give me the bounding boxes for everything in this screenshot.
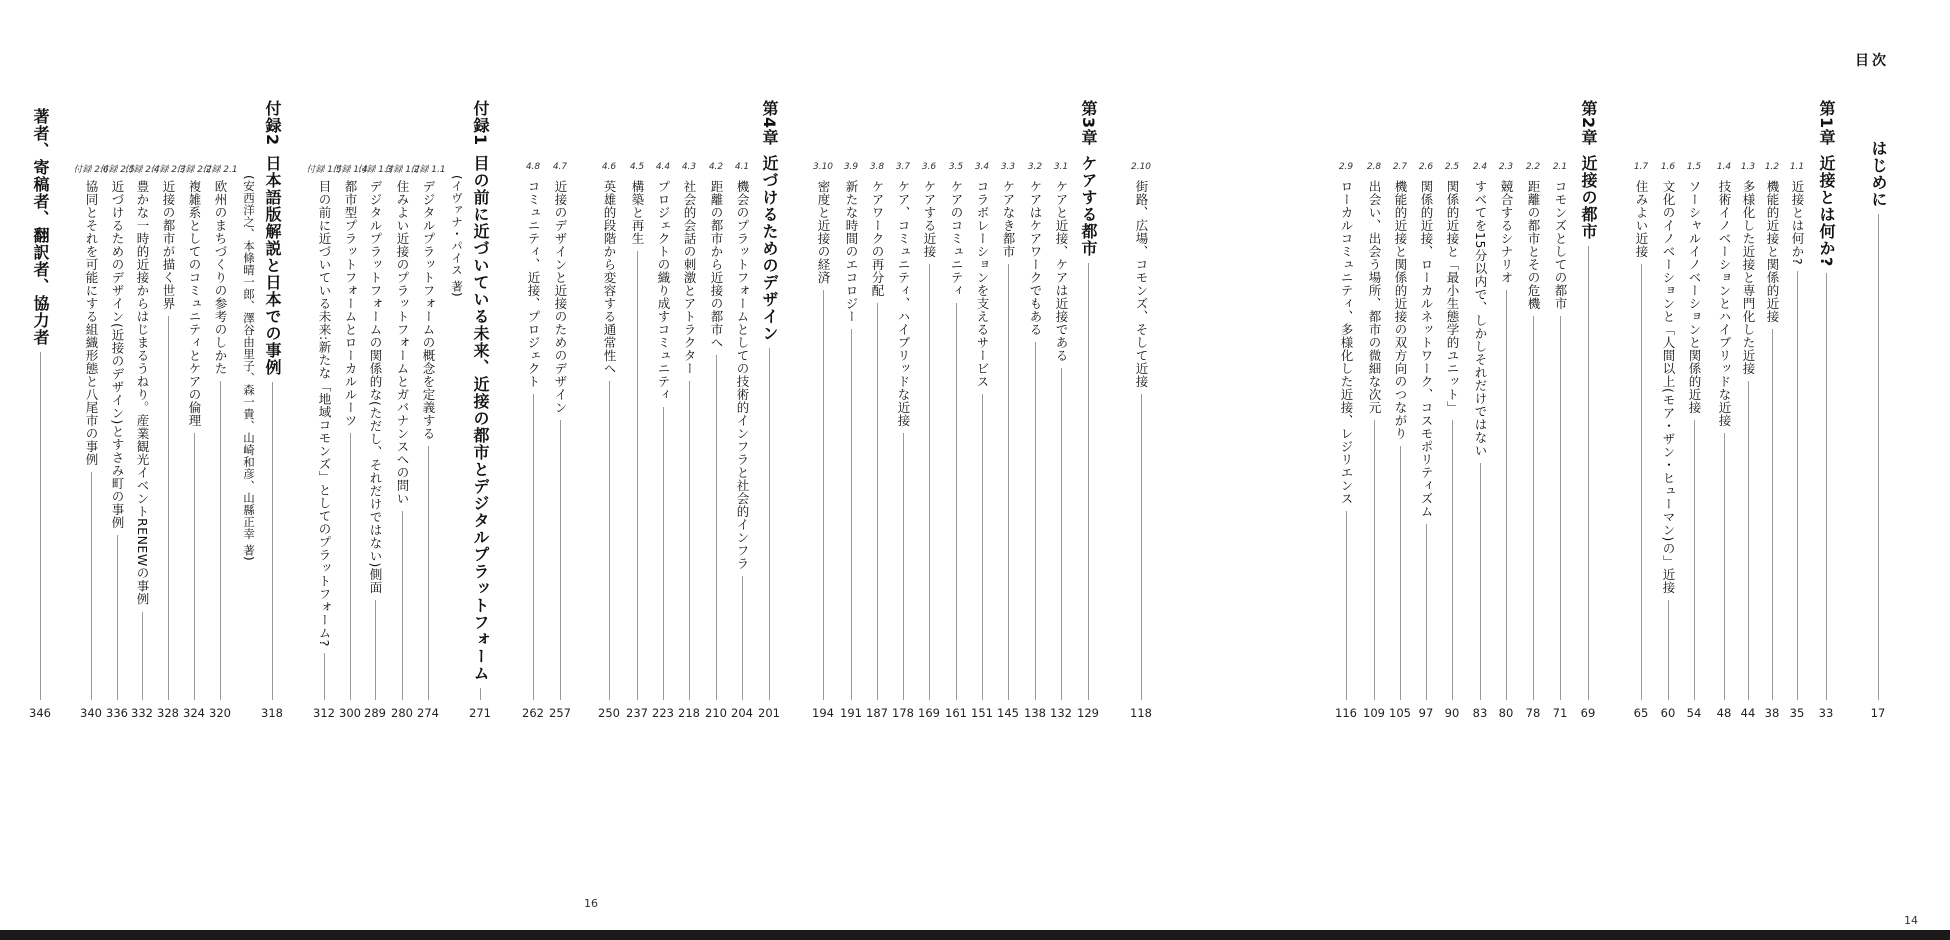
- leader-line: [1560, 316, 1561, 700]
- page-number-left: 16: [584, 897, 598, 910]
- leader-line: [769, 348, 770, 700]
- section-number: 2.2: [1525, 162, 1541, 172]
- page-ref: 223: [652, 706, 674, 720]
- leader-line: [194, 433, 195, 700]
- leader-line: [533, 394, 534, 700]
- page-ref: 116: [1335, 706, 1357, 720]
- page-ref: 71: [1552, 706, 1568, 720]
- section-number: 1.7: [1633, 162, 1649, 172]
- section-number: 1.1: [1789, 162, 1805, 172]
- chapter-number: 付録2: [263, 100, 282, 147]
- leader-line: [956, 303, 957, 700]
- page-ref: 105: [1389, 706, 1411, 720]
- page-ref: 35: [1789, 706, 1805, 720]
- page-ref: 187: [866, 706, 888, 720]
- leader-line: [1346, 511, 1347, 700]
- leader-line: [1035, 342, 1036, 700]
- section-number: 付録 1.4: [332, 165, 368, 175]
- section-number: 2.1: [1552, 162, 1568, 172]
- section-title: ケアと近接、ケアは近接である: [1054, 180, 1069, 362]
- page-number-right: 14: [1904, 914, 1918, 927]
- section-title: ケアのコミュニティ: [949, 180, 964, 297]
- section-title: 関係的近接、ローカルネットワーク、コスモポリティズム: [1419, 180, 1434, 518]
- toc-heading: 目次: [1855, 53, 1889, 69]
- section-title: コミュニティ、近接、プロジェクト: [526, 180, 541, 388]
- section-number: 付録 1.1: [410, 165, 446, 175]
- page-ref: 38: [1764, 706, 1780, 720]
- section-title: 目の前に近づいている未来:新たな「地域コモンズ」としてのプラットフォーム?: [317, 180, 332, 647]
- page-ref: 65: [1633, 706, 1649, 720]
- leader-line: [929, 264, 930, 700]
- page-ref: 204: [731, 706, 753, 720]
- page-ref: 78: [1525, 706, 1541, 720]
- section-title: ローカルコミュニティ、多様化した近接、レジリエンス: [1339, 180, 1354, 505]
- section-number: 2.9: [1338, 162, 1354, 172]
- page-ref: 237: [626, 706, 648, 720]
- chapter-title: 目の前に近づいている未来、近接の都市とデジタルプラットフォーム: [471, 155, 490, 682]
- section-number: 1.6: [1660, 162, 1676, 172]
- section-number: 3.5: [948, 162, 964, 172]
- chapter-number: 付録1: [471, 100, 490, 147]
- section-number: 付録 2.2: [176, 165, 212, 175]
- page-ref: 161: [945, 706, 967, 720]
- page-ref: 336: [106, 706, 128, 720]
- page-ref: 178: [892, 706, 914, 720]
- section-number: 3.10: [812, 162, 834, 172]
- page-ref: 54: [1686, 706, 1702, 720]
- leader-line: [877, 303, 878, 700]
- page-ref: 109: [1363, 706, 1385, 720]
- section-number: 4.1: [734, 162, 750, 172]
- section-number: 付録 2.5: [99, 165, 135, 175]
- leader-line: [851, 329, 852, 700]
- section-title: すべてを15分以内で、しかしそれだけではない: [1473, 180, 1488, 457]
- section-title: 街路、広場、コモンズ、そして近接: [1134, 180, 1149, 388]
- page-ref: 262: [522, 706, 544, 720]
- page-ref: 145: [997, 706, 1019, 720]
- section-number: 1.2: [1764, 162, 1780, 172]
- page-ref: 312: [313, 706, 335, 720]
- page-ref: 300: [339, 706, 361, 720]
- leader-line: [272, 382, 273, 700]
- section-title: 近接のデザインと近接のためのデザイン: [553, 180, 568, 414]
- leader-line: [1008, 264, 1009, 700]
- section-number: 4.7: [552, 162, 568, 172]
- leader-line: [637, 251, 638, 700]
- leader-line: [823, 290, 824, 700]
- section-title: ケアはケアワークでもある: [1028, 180, 1043, 336]
- page-ref: 132: [1050, 706, 1072, 720]
- section-number: 3.7: [895, 162, 911, 172]
- section-title: ケアワークの再分配: [870, 180, 885, 297]
- section-title: 社会的会話の刺激とアトラクター: [682, 180, 697, 375]
- section-number: 2.5: [1444, 162, 1460, 172]
- section-number: 付録 2.6: [73, 165, 109, 175]
- page-ref: 44: [1740, 706, 1756, 720]
- page-ref: 194: [812, 706, 834, 720]
- section-number: 付録 1.5: [306, 165, 342, 175]
- section-title: コラボレーションを支えるサービス: [975, 180, 990, 388]
- page-ref: 118: [1130, 706, 1152, 720]
- section-title: プロジェクトの織り成すコミュニティ: [656, 180, 671, 401]
- leader-line: [663, 407, 664, 700]
- section-number: 4.8: [525, 162, 541, 172]
- section-title: 多様化した近接と専門化した近接: [1741, 180, 1756, 375]
- page-ref: 257: [549, 706, 571, 720]
- leader-line: [716, 355, 717, 700]
- page-ref: 97: [1418, 706, 1434, 720]
- section-title: 構築と再生: [630, 180, 645, 245]
- page-ref: 129: [1077, 706, 1099, 720]
- leader-line: [40, 352, 41, 700]
- page-ref: 69: [1580, 706, 1596, 720]
- section-title: ソーシャルイノベーションと関係的近接: [1687, 180, 1702, 414]
- section-number: 付録 2.3: [150, 165, 186, 175]
- leader-line: [350, 433, 351, 700]
- leader-line: [91, 472, 92, 700]
- section-number: 付録 1.3: [357, 165, 393, 175]
- bottom-rule: [0, 930, 1950, 940]
- section-title: 機能的近接と関係的近接: [1765, 180, 1780, 323]
- page-ref: 60: [1660, 706, 1676, 720]
- leader-line: [1694, 420, 1695, 700]
- chapter-author-note: (イヴァナ・パイス 著): [450, 175, 464, 298]
- section-number: 4.6: [601, 162, 617, 172]
- chapter-title: 近づけるためのデザイン: [760, 155, 779, 342]
- front-matter-title: はじめに: [1869, 140, 1888, 208]
- page-ref: 17: [1870, 706, 1886, 720]
- chapter-title: ケアする都市: [1079, 155, 1098, 257]
- page-ref: 271: [469, 706, 491, 720]
- section-number: 2.3: [1498, 162, 1514, 172]
- leader-line: [1588, 246, 1589, 700]
- section-title: 競合するシナリオ: [1499, 180, 1514, 284]
- section-number: 4.2: [708, 162, 724, 172]
- leader-line: [1826, 273, 1827, 700]
- chapter-author-note: (安西洋之、本條晴一郎、澤谷由里子、森一貴、山崎和彦、山縣正幸 著): [242, 175, 256, 562]
- section-title: 英雄的段階から変容する通常性へ: [602, 180, 617, 375]
- leader-line: [1878, 214, 1879, 700]
- leader-line: [1668, 600, 1669, 700]
- page-ref: 80: [1498, 706, 1514, 720]
- chapter-title: 日本語版解説と日本での事例: [263, 155, 282, 376]
- leader-line: [1480, 463, 1481, 700]
- page-ref: 151: [971, 706, 993, 720]
- section-number: 2.10: [1130, 162, 1152, 172]
- leader-line: [1452, 420, 1453, 700]
- section-number: 3.6: [921, 162, 937, 172]
- chapter-title: 近接の都市: [1579, 155, 1598, 240]
- section-number: 1.4: [1716, 162, 1732, 172]
- section-title: 近づけるためのデザイン(近接のデザイン)とすさみ町の事例: [110, 180, 125, 529]
- section-number: 2.7: [1392, 162, 1408, 172]
- page-ref: 250: [598, 706, 620, 720]
- section-title: 近接の都市が描く世界: [161, 180, 176, 310]
- section-number: 3.2: [1027, 162, 1043, 172]
- leader-line: [689, 381, 690, 700]
- section-title: デジタルプラットフォームの概念を定義する: [421, 180, 436, 440]
- leader-line: [324, 653, 325, 700]
- page-ref: 83: [1472, 706, 1488, 720]
- leader-line: [1748, 381, 1749, 700]
- leader-line: [402, 511, 403, 700]
- page-ref: 340: [80, 706, 102, 720]
- page-ref: 33: [1818, 706, 1834, 720]
- page-ref: 346: [29, 706, 51, 720]
- section-title: 住みよい近接のプラットフォームとガバナンスへの問い: [395, 180, 410, 505]
- leader-line: [1088, 263, 1089, 700]
- section-title: コモンズとしての都市: [1553, 180, 1568, 310]
- section-title: 欧州のまちづくりの参考のしかた: [213, 180, 228, 375]
- page-ref: 90: [1444, 706, 1460, 720]
- leader-line: [903, 433, 904, 700]
- chapter-number: 第3章: [1079, 100, 1098, 147]
- leader-line: [168, 316, 169, 700]
- page-ref: 280: [391, 706, 413, 720]
- leader-line: [142, 612, 143, 700]
- section-number: 付録 2.4: [124, 165, 160, 175]
- leader-line: [1533, 316, 1534, 700]
- front-matter-title: 著者、寄稿者、翻訳者、協力者: [31, 108, 50, 346]
- section-number: 3.3: [1000, 162, 1016, 172]
- section-number: 2.6: [1418, 162, 1434, 172]
- section-title: 技術イノベーションとハイブリッドな近接: [1717, 180, 1732, 427]
- section-number: 3.1: [1053, 162, 1069, 172]
- section-title: 機会のプラットフォームとしての技術的インフラと社会的インフラ: [735, 180, 750, 570]
- section-title: 近接とは何か?: [1790, 180, 1805, 266]
- page-ref: 328: [157, 706, 179, 720]
- section-number: 2.4: [1472, 162, 1488, 172]
- section-title: 出会い、出会う場所、都市の微細な次元: [1367, 180, 1382, 414]
- section-number: 3.9: [843, 162, 859, 172]
- section-title: 住みよい近接: [1634, 180, 1649, 258]
- section-title: 距離の都市とその危機: [1526, 180, 1541, 310]
- page-ref: 318: [261, 706, 283, 720]
- leader-line: [742, 576, 743, 700]
- leader-line: [560, 420, 561, 700]
- section-number: 3.8: [869, 162, 885, 172]
- section-title: デジタルプラットフォームの関係的な(ただし、それだけではない)側面: [368, 180, 383, 594]
- section-number: 2.8: [1366, 162, 1382, 172]
- chapter-number: 第2章: [1579, 100, 1598, 147]
- section-number: 付録 2.1: [202, 165, 238, 175]
- leader-line: [1374, 420, 1375, 700]
- section-number: 1.3: [1740, 162, 1756, 172]
- section-number: 1.5: [1686, 162, 1702, 172]
- section-number: 4.3: [681, 162, 697, 172]
- leader-line: [1400, 446, 1401, 700]
- section-title: 密度と近接の経済: [816, 180, 831, 284]
- section-number: 4.5: [629, 162, 645, 172]
- section-title: 機能的近接と関係的近接の双方向のつながり: [1393, 180, 1408, 440]
- leader-line: [1797, 271, 1798, 700]
- section-title: 都市型プラットフォームとローカルルーツ: [343, 180, 358, 427]
- section-number: 付録 1.2: [384, 165, 420, 175]
- page-ref: 48: [1716, 706, 1732, 720]
- page-ref: 138: [1024, 706, 1046, 720]
- section-title: 関係的近接と「最小生態学的ユニット」: [1445, 180, 1460, 414]
- page-ref: 210: [705, 706, 727, 720]
- page-ref: 324: [183, 706, 205, 720]
- leader-line: [375, 600, 376, 700]
- leader-line: [117, 535, 118, 700]
- section-number: 3.4: [974, 162, 990, 172]
- section-title: 新たな時間のエコロジー: [844, 180, 859, 323]
- section-title: 豊かな一時的近接からはじまるうねり。産業観光イベントRENEWの事例: [135, 180, 150, 606]
- section-title: 協同とそれを可能にする組織形態と八尾市の事例: [84, 180, 99, 466]
- leader-line: [1641, 264, 1642, 700]
- chapter-number: 第4章: [760, 100, 779, 147]
- leader-line: [1426, 524, 1427, 700]
- page-ref: 169: [918, 706, 940, 720]
- leader-line: [1061, 368, 1062, 700]
- leader-line: [480, 688, 481, 700]
- page-ref: 201: [758, 706, 780, 720]
- leader-line: [609, 381, 610, 700]
- page-ref: 274: [417, 706, 439, 720]
- page-ref: 332: [131, 706, 153, 720]
- page-ref: 320: [209, 706, 231, 720]
- chapter-number: 第1章: [1817, 100, 1836, 147]
- section-title: ケアする近接: [922, 180, 937, 258]
- leader-line: [428, 446, 429, 700]
- page-ref: 289: [364, 706, 386, 720]
- leader-line: [1506, 290, 1507, 700]
- section-title: 距離の都市から近接の都市へ: [709, 180, 724, 349]
- page-ref: 191: [840, 706, 862, 720]
- chapter-title: 近接とは何か?: [1817, 155, 1836, 268]
- section-title: ケア、コミュニティ、ハイブリッドな近接: [896, 180, 911, 427]
- leader-line: [1141, 394, 1142, 700]
- leader-line: [1772, 329, 1773, 700]
- leader-line: [982, 394, 983, 700]
- right-page: [975, 0, 1950, 930]
- leader-line: [220, 381, 221, 700]
- section-title: 文化のイノベーションと「人間以上(モア・ザン・ヒューマン)の」近接: [1661, 180, 1676, 594]
- leader-line: [1724, 433, 1725, 700]
- page-ref: 218: [678, 706, 700, 720]
- section-title: ケアなき都市: [1001, 180, 1016, 258]
- section-number: 4.4: [655, 162, 671, 172]
- section-title: 複雑系としてのコミュニティとケアの倫理: [187, 180, 202, 427]
